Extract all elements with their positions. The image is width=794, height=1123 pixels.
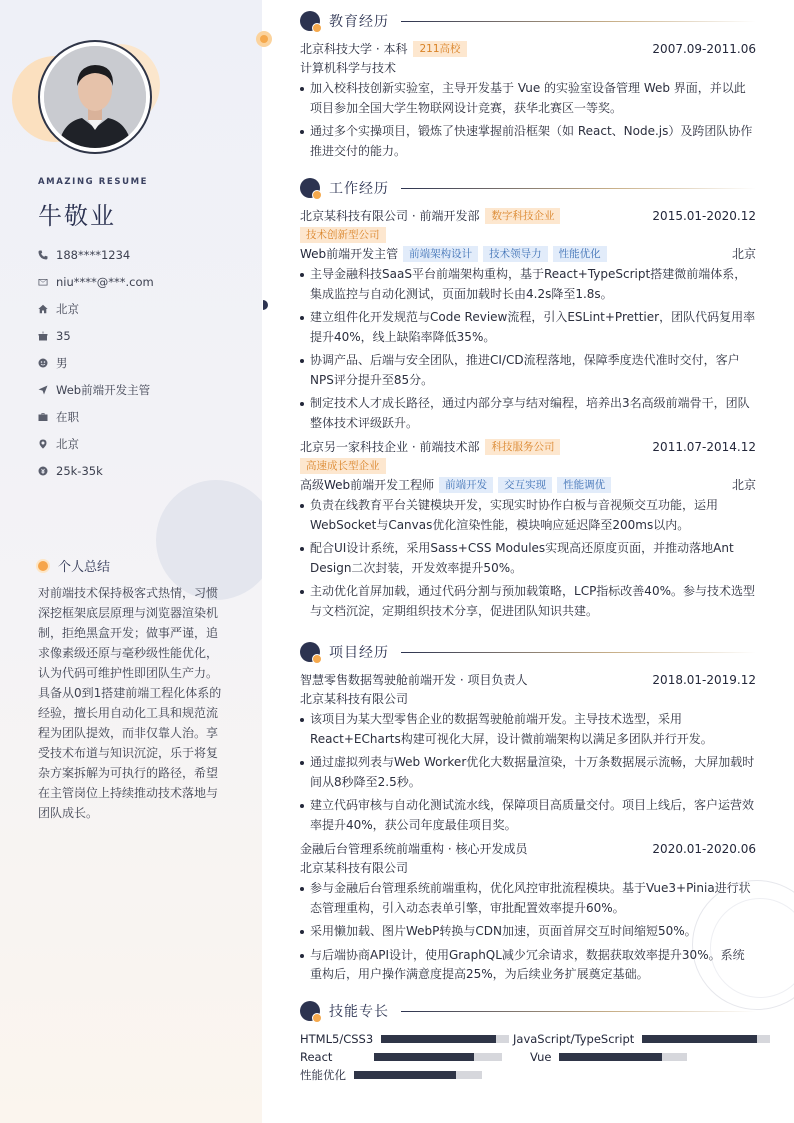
major-row xyxy=(300,58,756,77)
education-date: 2007.09-2011.06 xyxy=(652,41,756,56)
list-item: 制定技术人才成长路径，通过内部分享与结对编程，培养出3名高级前端骨干，团队整体技术评级跃升。 xyxy=(300,394,756,433)
project-name-row xyxy=(300,670,756,689)
list-item: 建立组件化开发规范与Code Review流程，引入ESLint+Prettier，团队代码复用率提升40%，线上缺陷率降低35%。 xyxy=(300,308,756,347)
list-item: 与后端协商API设计，使用GraphQL减少冗余请求，数据获取效率提升30%。系统重构后，用户操作满意度提高25%，为后续业务扩展奠定基础。 xyxy=(300,946,756,985)
education-bullets xyxy=(300,79,756,161)
job-role-row xyxy=(300,475,756,494)
briefcase-icon xyxy=(38,412,56,422)
job-company-row xyxy=(300,206,756,225)
skill-name: Vue xyxy=(530,1050,552,1064)
section-divider xyxy=(401,652,756,653)
job-role: 高级Web前端开发工程师 xyxy=(300,478,435,492)
list-item: 通过多个实操项目，锻炼了快速掌握前沿框架（如 React、Node.js）及跨团队协作推进交付的能力。 xyxy=(300,122,756,161)
job-date: 2015.01-2020.12 xyxy=(652,208,756,223)
project-company: 北京某科技有限公司 xyxy=(300,861,409,875)
skills-heading xyxy=(300,1000,756,1022)
job-entry xyxy=(300,206,756,433)
project-bullets xyxy=(300,879,756,985)
info-home-value: 北京 xyxy=(56,301,79,316)
skill-tag: 交互实现 xyxy=(498,477,552,493)
info-position xyxy=(38,376,154,403)
job-company: 北京某科技有限公司 · 前端开发部 xyxy=(300,209,480,223)
company-tag: 高速成长型企业 xyxy=(300,458,386,474)
location-pin-icon xyxy=(38,439,56,449)
skill-tag: 技术领导力 xyxy=(483,246,548,262)
info-location-value: 北京 xyxy=(56,436,79,451)
summary-dot-icon xyxy=(38,561,48,571)
job-entry xyxy=(300,437,756,621)
job-company-row xyxy=(300,437,756,456)
skill-item xyxy=(530,1048,687,1066)
company-tag: 科技服务公司 xyxy=(485,439,560,455)
skills-section xyxy=(300,1000,756,1022)
candidate-name: 牛敬业 xyxy=(38,202,116,230)
summary-title: 个人总结 xyxy=(58,560,111,575)
projects-section xyxy=(300,641,756,989)
section-divider xyxy=(401,1011,756,1012)
cake-icon xyxy=(38,331,56,341)
info-salary-value: 25k-35k xyxy=(56,463,103,478)
list-item: 主动优化首屏加载，通过代码分割与预加载策略，LCP指标改善40%。参与技术选型与文档沉淀，定期组织技术分享，促进团队知识共建。 xyxy=(300,582,756,621)
mail-icon xyxy=(38,277,56,287)
section-icon xyxy=(300,1001,320,1021)
section-icon xyxy=(300,642,320,662)
skill-bar xyxy=(381,1035,509,1043)
gender-icon xyxy=(38,358,56,368)
list-item: 加入校科技创新实验室，主导开发基于 Vue 的实验室设备管理 Web 界面，并以此项目参加全国大学生物联网设计竞赛，获华北赛区一等奖。 xyxy=(300,79,756,118)
company-tag: 技术创新型公司 xyxy=(300,227,386,243)
section-icon xyxy=(300,178,320,198)
company-tag-line xyxy=(300,456,756,475)
skills-title: 技能专长 xyxy=(329,1004,389,1020)
project-entry xyxy=(300,670,756,835)
project-date: 2020.01-2020.06 xyxy=(652,841,756,856)
project-name: 金融后台管理系统前端重构 · 核心开发成员 xyxy=(300,842,528,856)
skill-fill xyxy=(559,1053,661,1061)
salary-icon xyxy=(38,466,56,476)
skill-tag: 前端架构设计 xyxy=(403,246,478,262)
list-item: 建立代码审核与自动化测试流水线，保障项目高质量交付。项目上线后，客户运营效率提升40%，获公司年度最佳项目奖。 xyxy=(300,796,756,835)
list-item: 参与金融后台管理系统前端重构，优化风控审批流程模块。基于Vue3+Pinia进行状态管理重构，引入动态表单引擎，审批配置效率提升60%。 xyxy=(300,879,756,918)
skill-name: 性能优化 xyxy=(300,1068,346,1082)
project-company-row xyxy=(300,689,756,708)
skill-name: React xyxy=(300,1050,333,1064)
education-title: 教育经历 xyxy=(329,14,389,30)
info-email-value: niu****@***.com xyxy=(56,274,154,289)
school-name: 北京科技大学 · 本科 xyxy=(300,42,408,56)
skill-fill xyxy=(381,1035,496,1043)
info-status xyxy=(38,403,154,430)
info-position-value: Web前端开发主管 xyxy=(56,382,151,397)
info-home xyxy=(38,295,154,322)
job-city: 北京 xyxy=(731,478,756,492)
school-tag: 211高校 xyxy=(413,41,466,57)
project-bullets xyxy=(300,710,756,835)
summary-text: 对前端技术保持极客式热情，习惯深挖框架底层原理与浏览器渲染机制，拒绝黑盒开发；做事严谨，追求像素级还原与毫秒级性能优化，认为代码可维护性即团队生产力。具备从0到1搭建前端工程化体系的经验，擅长用自动化工具和规范流程为团队提效，而非仅靠人治。享受技术布道与知识沉淀，乐于将复杂方案拆解为可执行的路径，希望在主管岗位上持续推动技术落地与团队成长。 xyxy=(38,586,222,820)
job-role: Web前端开发主管 xyxy=(300,247,399,261)
summary-heading xyxy=(38,556,110,575)
info-gender xyxy=(38,349,154,376)
sidebar xyxy=(0,0,262,1123)
job-city: 北京 xyxy=(731,247,756,261)
skill-name: JavaScript/TypeScript xyxy=(513,1032,635,1046)
list-item: 配合UI设计系统，采用Sass+CSS Modules实现高还原度页面，并推动落地Ant Design二次封装，开发效率提升50%。 xyxy=(300,539,756,578)
project-entry xyxy=(300,839,756,985)
info-location xyxy=(38,430,154,457)
info-phone-value: 188****1234 xyxy=(56,247,131,262)
decor-dot xyxy=(256,31,272,47)
info-email xyxy=(38,268,154,295)
skill-bar xyxy=(354,1071,482,1079)
job-company: 北京另一家科技企业 · 前端技术部 xyxy=(300,440,480,454)
info-gender-value: 男 xyxy=(56,355,68,370)
skill-bar xyxy=(642,1035,770,1043)
skill-fill xyxy=(642,1035,757,1043)
skill-tag: 性能优化 xyxy=(553,246,607,262)
projects-heading xyxy=(300,641,756,663)
company-tag-line xyxy=(300,225,756,244)
skill-bar xyxy=(559,1053,687,1061)
list-item: 协调产品、后端与安全团队，推进CI/CD流程落地，保障季度迭代准时交付，客户NPS评分提升至85分。 xyxy=(300,351,756,390)
projects-title: 项目经历 xyxy=(329,645,389,661)
job-role-row xyxy=(300,244,756,263)
education-heading xyxy=(300,10,756,32)
project-company-row xyxy=(300,858,756,877)
skill-tag: 前端开发 xyxy=(439,477,493,493)
info-phone xyxy=(38,241,154,268)
section-icon xyxy=(300,11,320,31)
job-date: 2011.07-2014.12 xyxy=(652,439,756,454)
skill-item xyxy=(300,1048,502,1066)
list-item: 采用懒加载、图片WebP转换与CDN加速，页面首屏交互时间缩短50%。 xyxy=(300,922,756,942)
info-status-value: 在职 xyxy=(56,409,79,424)
skill-item xyxy=(513,1030,770,1048)
info-age xyxy=(38,322,154,349)
skill-fill xyxy=(374,1053,474,1061)
project-name-row xyxy=(300,839,756,858)
education-row xyxy=(300,39,756,58)
project-date: 2018.01-2019.12 xyxy=(652,672,756,687)
skill-tag: 性能调优 xyxy=(557,477,611,493)
job-bullets xyxy=(300,496,756,621)
major: 计算机科学与技术 xyxy=(300,61,397,75)
section-divider xyxy=(401,188,756,189)
work-title: 工作经历 xyxy=(329,181,389,197)
send-icon xyxy=(38,385,56,395)
work-heading xyxy=(300,177,756,199)
home-icon xyxy=(38,304,56,314)
avatar xyxy=(44,46,146,148)
phone-icon xyxy=(38,250,56,260)
work-section xyxy=(300,177,756,625)
company-tag: 数字科技企业 xyxy=(485,208,560,224)
job-bullets xyxy=(300,265,756,433)
skill-item xyxy=(300,1066,482,1084)
list-item: 通过虚拟列表与Web Worker优化大数据量渲染，十万条数据展示流畅，大屏加载时间从8秒降至2.5秒。 xyxy=(300,753,756,792)
education-section xyxy=(300,10,756,165)
project-company: 北京某科技有限公司 xyxy=(300,692,409,706)
project-name: 智慧零售数据驾驶舱前端开发 · 项目负责人 xyxy=(300,673,528,687)
section-divider xyxy=(401,21,756,22)
list-item: 主导金融科技SaaS平台前端架构重构，基于React+TypeScript搭建微前端体系，集成监控与自动化测试，页面加载时长由4.2s降至1.8s。 xyxy=(300,265,756,304)
contact-info-list xyxy=(38,241,154,484)
skill-item xyxy=(300,1030,509,1048)
brand-label: AMAZING RESUME xyxy=(38,177,149,187)
info-age-value: 35 xyxy=(56,328,71,343)
skill-fill xyxy=(354,1071,456,1079)
decor-blob xyxy=(156,480,262,600)
skill-name: HTML5/CSS3 xyxy=(300,1032,374,1046)
list-item: 负责在线教育平台关键模块开发，实现实时协作白板与音视频交互功能，运用WebSocket与Canvas优化渲染性能，模块响应延迟降至200ms以内。 xyxy=(300,496,756,535)
skill-bar xyxy=(374,1053,502,1061)
list-item: 该项目为某大型零售企业的数据驾驶舱前端开发。主导技术选型，采用React+ECharts构建可视化大屏，设计微前端架构以满足多团队并行开发。 xyxy=(300,710,756,749)
info-salary xyxy=(38,457,154,484)
